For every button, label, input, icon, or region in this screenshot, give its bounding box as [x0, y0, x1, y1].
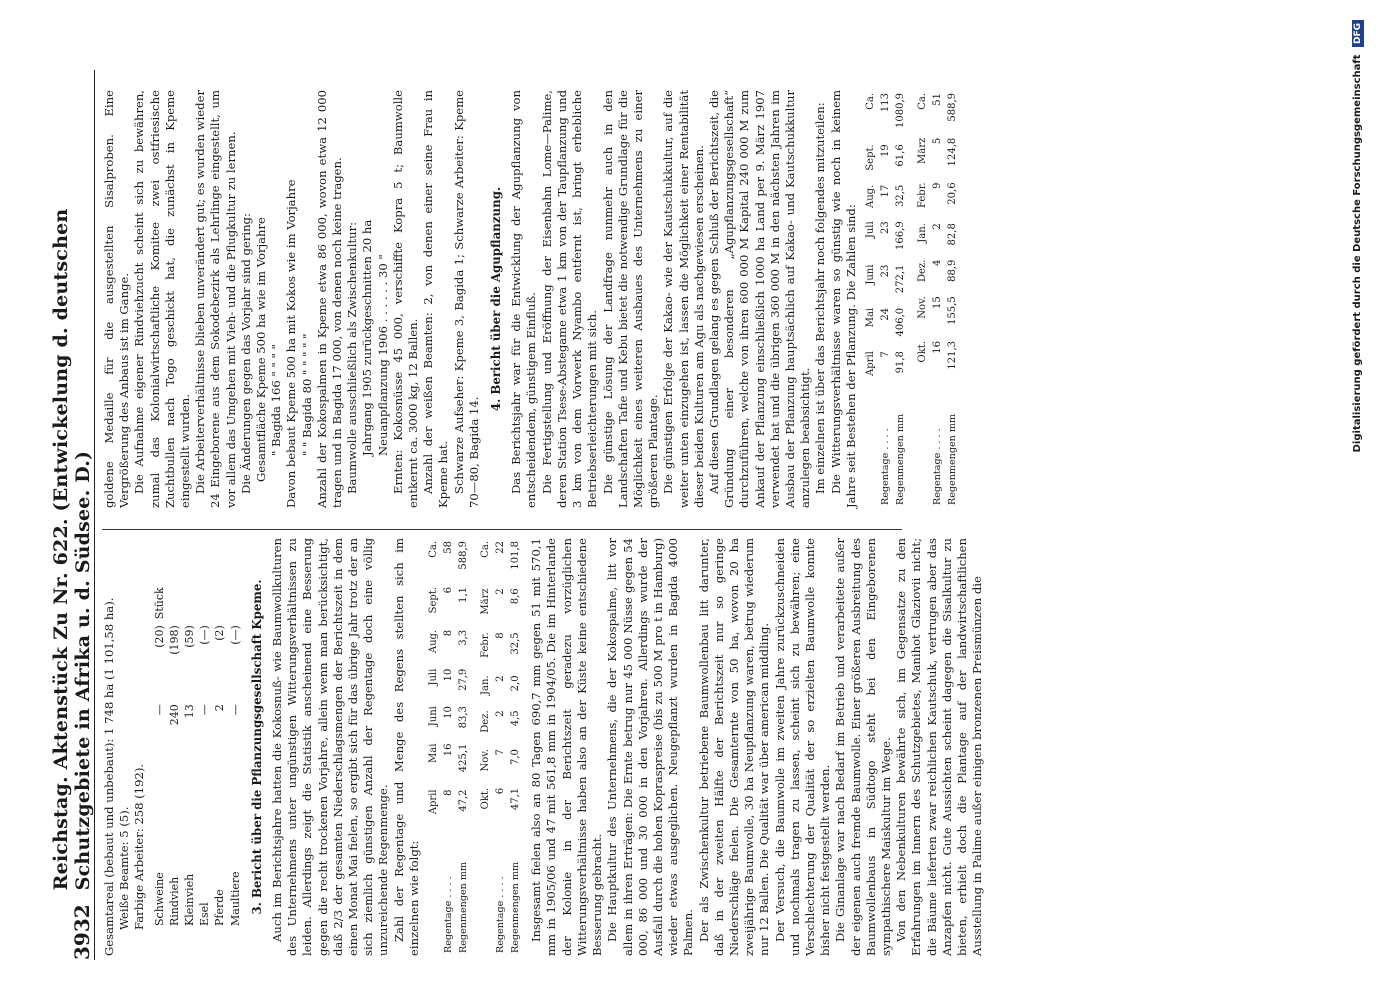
- month-header-cell: Ca.: [864, 93, 876, 110]
- section-3-heading: 3. Bericht über die Pflanzungsgesellschaft Kpeme.: [249, 579, 264, 915]
- rain-days-row-label: Regentage . . . .: [494, 876, 506, 953]
- rain-table-kpeme-2: [478, 538, 524, 956]
- paragraph: Baumwolle ausschließlich als Zwischenkultur:: [345, 221, 360, 494]
- rain-amount-row-cell: 7,0: [510, 749, 522, 766]
- livestock-name: Schweine: [152, 872, 166, 926]
- rain-days-row-cell: 8: [494, 632, 506, 639]
- month-header-cell: Okt.: [479, 787, 491, 810]
- rain-days-row-cell: 58: [443, 541, 455, 554]
- rain-amount-row-cell: 82,8: [946, 223, 958, 246]
- livestock-row: [152, 538, 167, 956]
- rain-amount-row-cell: 272,1: [895, 264, 907, 294]
- area-line: Davon bebaut Kpeme 500 ha mit Kokos wie im Vorjahre: [284, 179, 299, 508]
- livestock-prev: (—): [198, 625, 212, 645]
- rain-amount-row-cell: 4,5: [510, 710, 522, 727]
- livestock-prev: (—): [228, 625, 242, 645]
- month-header: [426, 538, 441, 956]
- rain-amount-row-cell: 3,3: [458, 629, 470, 646]
- paragraph: Auf diesen Grundlagen gelang es gegen Schluß der Berichtszeit, die Gründung einer besonderen „Agupflanzungsgesellschaft“ durchzuführen, welche von ihren 600 000 M Kapital 240 000 M zum Ankauf der Pflanzung einschließlich 1000 ha Land per 9. März 1907 verwendet hat und die übrigen 360 000 M in den nächsten Jahren im Ausbau der Pflanzung hauptsächlich auf Kakao- und Kautschukkultur anzulegen beabsichtigt.: [706, 90, 813, 508]
- rain-amount-row: [945, 90, 960, 508]
- rain-days-row-label: Regentage . . . .: [880, 428, 892, 505]
- livestock-row: [167, 538, 182, 956]
- month-header-cell: Nov.: [479, 749, 491, 772]
- rain-table-agu-2: [915, 90, 961, 508]
- cotton-line: Jahrgang 1905 zurückgeschnitten 20 ha: [360, 219, 375, 456]
- month-header-cell: März: [479, 588, 491, 615]
- rain-amount-row-cell: 88,9: [946, 259, 958, 282]
- rain-amount-row-label: Regenmengen mm: [510, 861, 522, 953]
- month-header-cell: Dez.: [479, 710, 491, 733]
- month-header: [478, 538, 493, 956]
- livestock-count: 13: [183, 704, 197, 719]
- livestock-row: [197, 538, 212, 956]
- livestock-count: —: [152, 704, 166, 716]
- rain-amount-row-cell: 47,1: [510, 787, 522, 811]
- section-4-heading: 4. Bericht über die Agupflanzung.: [489, 186, 504, 412]
- rain-days-row-label: Regentage . . . .: [443, 876, 455, 953]
- running-title: Reichstag. Aktenstück Zu Nr. 622. (Entwickelung d. deutschen Schutzgebiete in Afrika u. d. Südsee. D.): [50, 208, 94, 891]
- rain-amount-row: [508, 538, 523, 956]
- month-header-label: [863, 387, 878, 508]
- rain-amount-row: [893, 90, 908, 508]
- livestock-unit: [182, 538, 197, 622]
- month-header-cell: Ca.: [428, 541, 440, 558]
- rain-days-row-cell: 23: [880, 264, 892, 278]
- rain-amount-row-cell: 155,5: [946, 296, 958, 325]
- rain-days-row-cell: 113: [880, 93, 892, 113]
- month-header: [915, 90, 930, 508]
- livestock-name: Kleinvieh: [183, 873, 197, 926]
- month-header-label: [915, 383, 930, 508]
- month-header-cell: Ca.: [479, 541, 491, 558]
- livestock-name: Rindvieh: [167, 876, 181, 926]
- paragraph: Die Arbeiterverhältnisse blieben unverändert gut; es wurden wieder 24 Eingeborene aus dem Sokodebezirk als Lehrlinge eingestellt, um vor allem das Umgehen mit Vieh- und die Pflugkultur zu lernen.: [193, 90, 238, 508]
- livestock-unit: [167, 538, 182, 622]
- area-line: " " Bagida 80 " " " " ": [299, 333, 314, 456]
- rain-days-row-cell: 10: [443, 706, 455, 719]
- rain-days-row-cell: 2: [931, 223, 943, 230]
- rain-amount-row-cell: 588,9: [458, 541, 470, 570]
- rain-table-agu-1: [863, 90, 909, 508]
- rain-days-row-cell: 6: [443, 586, 455, 594]
- rain-days-row-cell: 7: [880, 351, 892, 358]
- rain-days-row-cell: 10: [443, 668, 455, 682]
- colored-workers-text: Farbige Arbeiter: 258 (192).: [132, 763, 147, 930]
- paragraph: Die günstigen Erfolge der Kakao- wie der Kautschukkultur, auf die weiter unten einzugehen ist, lassen die Möglichkeit einer Rentabilität dieser beiden Kulturen am Agu als nachgewiesen erscheinen.: [661, 90, 706, 508]
- livestock-unit: [197, 538, 212, 622]
- rain-days-row-cell: 2: [494, 710, 506, 717]
- rain-days-row-cell: 24: [880, 307, 892, 321]
- dfg-logo: DFG: [1352, 20, 1364, 47]
- paragraph: Ernten: Kokosnüsse 45 000, verschiffte Kopra 5 t; Baumwolle entkernt ca. 3000 kg, 12 Ballen.: [390, 90, 421, 508]
- total-area-text: Gesamtareal (bebaut und unbebaut): 1 748 ha (1 101,58 ha).: [102, 597, 116, 956]
- rain-amount-row-cell: 20,6: [946, 182, 958, 205]
- rain-days-row-cell: 23: [880, 221, 892, 235]
- rain-days-row-cell: 19: [880, 144, 892, 158]
- month-header-cell: März: [916, 137, 928, 164]
- paragraph: Die günstige Lösung der Landfrage nunmehr auch in den Landschaften Tafie und Kebu bietet die notwendige Grundlage für die Möglichkeit eines weiteren Ausbaues des Unternehmens zu einer größeren Plantage.: [600, 90, 661, 508]
- month-header-cell: April: [864, 351, 876, 376]
- rain-amount-row-cell: 91,8: [895, 351, 907, 374]
- rain-amount-row-cell: 1,1: [458, 586, 470, 603]
- rain-days-row-cell: 22: [494, 541, 506, 554]
- paragraph: Insgesamt fielen also an 80 Tagen 690,7 mm gegen 51 mit 570,1 mm in 1905/06 und 47 mit 561,8 mm in 1904/05. Die im Hinterlande der Kolonie in der Berichtszeit geradezu vorzüglichen Witterungsverhältnisse haben also an der Küste keine entschiedene Besserung gebracht.: [529, 538, 605, 956]
- credit-text: Digitalisierung gefördert durch die Deutsche Forschungsgemeinschaft: [1352, 54, 1363, 453]
- livestock-row: [182, 538, 197, 956]
- month-header-cell: Sept.: [428, 586, 440, 614]
- month-header-cell: Sept.: [864, 144, 876, 171]
- livestock-name: Esel: [198, 902, 212, 926]
- livestock-prev: (2): [213, 625, 227, 641]
- paragraph: goldene Medaille für die ausgestellten Sisalproben. Eine Vergrößerung des Anbaus ist im Gange.: [102, 90, 132, 508]
- rain-amount-row-cell: 8,6: [510, 588, 522, 605]
- page-number: 3932: [70, 904, 94, 960]
- month-header-cell: Febr.: [479, 632, 491, 658]
- rain-amount-row-cell: 406,0: [895, 307, 907, 337]
- rain-amount-row-cell: 83,3: [458, 706, 470, 729]
- column-divider: [102, 529, 902, 530]
- month-header-cell: Juli: [428, 668, 440, 686]
- rain-amount-row-cell: 1080,9: [895, 93, 907, 128]
- rain-days-row: [878, 90, 893, 508]
- month-header-cell: Jan.: [916, 223, 928, 243]
- month-header-cell: Febr.: [916, 182, 928, 209]
- livestock-count: 2: [213, 704, 227, 712]
- right-column: [102, 90, 958, 508]
- rain-days-row-cell: 8: [443, 789, 455, 796]
- rain-amount-row-cell: 166,9: [895, 221, 907, 250]
- livestock-unit: Stück: [152, 587, 166, 620]
- month-header-cell: Mai: [864, 307, 876, 328]
- paragraph: Die Aufnahme eigener Rindviehzucht scheint sich zu bewähren, zumal das Kolonialwirtschaftliche Komitee zwei ostfriesische Zuchtbullen nach Togo geschickt hat, die zunächst in Kpeme eingestellt wurden.: [132, 90, 193, 508]
- paragraph: Die Ginanlage war nach Bedarf im Betrieb und verarbeitete außer der eigenen auch fremde Baumwolle. Einer größeren Ausbreitung des Baumwollenbaus in Südtogo steht bei den Eingeborenen sympathischere Maiskultur im Wege.: [833, 538, 893, 956]
- rain-days-row-cell: 7: [494, 749, 506, 756]
- paragraph: Anzahl der Kokospalmen in Kpeme etwa 86 000, wovon etwa 12 000 tragen und in Bagida 17 000, von denen noch keine tragen.: [314, 90, 345, 508]
- rain-amount-row-cell: 121,3: [946, 340, 958, 370]
- month-header-cell: Okt.: [916, 340, 928, 363]
- paragraph: Auch im Berichtsjahre hatten die Kokosnuß- wie Baumwollkulturen des Unternehmens unter ungünstigen Witterungsverhältnissen zu leiden. Allerdings zeigt die Statistik anscheinend eine Besserung gegen die recht trockenen Vorjahre, allein wenn man berücksichtigt, daß 2/3 der gesamten Niederschlagsmengen der Berichtszeit in dem einen Monat Mai fielen, so ergibt sich für das übrige Jahr trotz der an sich ziemlich günstigen Anzahl der Regentage doch eine völlig unzureichende Regenmenge.: [270, 538, 391, 956]
- livestock-prev: (59): [183, 625, 197, 648]
- month-header-cell: April: [428, 789, 440, 815]
- paragraph: Schwarze Aufseher: Kpeme 3, Bagida 1; Schwarze Arbeiter: Kpeme 70—80, Bagida 14.: [451, 90, 481, 508]
- rain-days-row: [930, 90, 945, 508]
- paragraph: Das Berichtsjahr war für die Entwicklung der Agupflanzung von entscheidendem, günstigem Einfluß.: [509, 90, 539, 508]
- rain-days-row-cell: 15: [931, 296, 943, 310]
- rain-amount-row-cell: 47,2: [458, 789, 470, 812]
- month-header-cell: Nov.: [916, 296, 928, 319]
- page-header: [50, 70, 95, 960]
- month-header-cell: Juni: [864, 264, 876, 285]
- month-header: [863, 90, 878, 508]
- rain-days-row-cell: 17: [880, 184, 892, 198]
- rain-amount-row-label: Regenmengen mm: [458, 861, 470, 953]
- rain-amount-row-label: Regenmengen mm: [946, 413, 958, 505]
- paragraph: Der als Zwischenkultur betriebene Baumwollenbau litt darunter, daß in der zweiten Hälfte der Berichtszeit nur so geringe Niederschläge fielen. Die Gesamternte von 50 ha, wovon 20 ha zweijährige Baumwolle, 30 ha Neupflanzung waren, betrug wiederum nur 12 Ballen. Die Qualität war über american middling.: [696, 538, 772, 956]
- rain-days-row-cell: 4: [931, 259, 943, 267]
- livestock-name: Pferde: [213, 889, 227, 926]
- rain-days-row-cell: 51: [931, 93, 943, 106]
- rain-amount-row-cell: 2,0: [510, 675, 522, 692]
- month-header-cell: Aug.: [428, 629, 440, 654]
- rain-days-row-cell: 9: [931, 182, 943, 189]
- month-header-label: [478, 823, 493, 956]
- rain-days-row-cell: 6: [494, 787, 506, 795]
- livestock-row: [228, 538, 243, 956]
- area-line: Gesamtfläche Kpeme 500 ha wie im Vorjahre: [254, 217, 269, 482]
- paragraph: Von den Nebenkulturen bewährte sich, im Gegensatze zu den Erfahrungen im Innern des Schutzgebietes, Manihot Glaziovii nicht; die Bäume lieferten zwar reichlichen Kautschuk, vertrugen aber das Anzapfen nicht. Gute Aussichten scheint dagegen die Sisalkultur zu bieten, erhielt doch die Plantage auf der landwirtschaftlichen Ausstellung in Palime außer einigen bronzenen Preismünzen die: [894, 538, 985, 956]
- month-header-label: [426, 827, 441, 956]
- rain-days-row-cell: 16: [931, 340, 943, 354]
- left-column: [102, 538, 985, 956]
- month-header-cell: Jan.: [479, 675, 491, 696]
- livestock-count: —: [198, 704, 212, 716]
- month-header-cell: Ca.: [916, 93, 928, 110]
- rain-amount-row-cell: 588,9: [946, 93, 958, 122]
- livestock-count: —: [228, 704, 242, 716]
- paragraph: Im einzelnen ist über das Berichtsjahr noch folgendes mitzuteilen:: [813, 102, 828, 494]
- rain-amount-row-cell: 101,8: [510, 541, 522, 570]
- livestock-row: [212, 538, 227, 956]
- month-header-cell: Mai: [428, 743, 440, 763]
- rain-amount-row-cell: 27,9: [458, 668, 470, 691]
- rain-days-row: [441, 538, 456, 956]
- rain-days-row-label: Regentage . . . .: [931, 428, 943, 505]
- paragraph: Die Fertigstellung und Eröffnung der Eisenbahn Lome—Palime, deren Station Tsese-Abstegame etwa 1 km von der Taupflanzung und 3 km von dem Vorwerk Nyambo entfernt ist, bringt erhebliche Betriebserleichterungen mit sich.: [539, 90, 600, 508]
- white-officials-text: Weiße Beamte: 5 (5).: [117, 806, 132, 930]
- month-header-cell: Juli: [864, 221, 876, 239]
- rain-amount-row-cell: 32,5: [510, 632, 522, 655]
- rain-amount-row-cell: 61,6: [895, 144, 907, 167]
- rain-amount-row-cell: 124,8: [946, 137, 958, 167]
- month-header-cell: Juni: [428, 706, 440, 727]
- rain-days-row-cell: 2: [494, 675, 506, 682]
- month-header-cell: Dez.: [916, 259, 928, 283]
- rain-amount-row: [456, 538, 471, 956]
- paragraph: Die Hauptkultur des Unternehmens, die der Kokospalme, litt vor allem in ihren Erträgen: Die Ernte betrug nur 45 000 Nüsse gegen 54 000, 86 000 und 30 000 in den Vorjahren. Allerdings wurde der Ausfall durch die hohen Kopraspreise (bis zu 500 M pro t in Hamburg) wieder etwas ausgeglichen. Neugepflanzt wurden in Bagida 4000 Palmen.: [605, 538, 696, 956]
- livestock-unit: [212, 538, 227, 622]
- rain-days-row-cell: 8: [443, 629, 455, 637]
- livestock-unit: [228, 538, 243, 622]
- paragraph: Die Witterungsverhältnisse waren so günstig wie noch in keinem Jahre seit Bestehen der Pflanzung. Die Zahlen sind:: [828, 90, 858, 508]
- cotton-line: Neuanpflanzung 1906 . . . . . . 30 ": [375, 254, 390, 456]
- rain-days-row: [493, 538, 508, 956]
- rain-amount-row-cell: 32,5: [895, 184, 907, 208]
- rain-table-kpeme-1: [426, 538, 472, 956]
- paragraph: Der Versuch, die Baumwolle im zweiten Jahre zurückzuschneiden und nochmals tragen zu lassen, scheint sich zu bewähren; eine Verschlechterung der Qualität der so erzielten Baumwolle konnte bisher nicht festgestellt werden.: [772, 538, 833, 956]
- rain-days-row-cell: 5: [931, 137, 943, 145]
- digitization-credit: [1352, 20, 1364, 980]
- rain-amount-row-cell: 425,1: [458, 743, 470, 773]
- area-line: " Bagida 166 " " " ": [269, 344, 284, 456]
- rain-days-row-cell: 2: [494, 588, 506, 595]
- paragraph: Zahl der Regentage und Menge des Regens stellten sich im einzelnen wie folgt:: [391, 538, 421, 956]
- livestock-count: 240: [167, 704, 181, 726]
- livestock-table: [152, 538, 243, 956]
- livestock-prev: (20): [152, 625, 166, 648]
- month-header-cell: Aug.: [864, 184, 876, 208]
- paragraph: Anzahl der weißen Beamten: 2, von denen einer seine Frau in Kpeme hat.: [421, 90, 451, 508]
- livestock-prev: (198): [167, 625, 181, 655]
- livestock-name: Maultiere: [228, 871, 242, 926]
- rain-days-row-cell: 16: [443, 743, 455, 757]
- rain-amount-row-label: Regenmengen mm: [895, 413, 907, 505]
- paragraph: Die Änderungen gegen das Vorjahr sind gering:: [238, 213, 253, 494]
